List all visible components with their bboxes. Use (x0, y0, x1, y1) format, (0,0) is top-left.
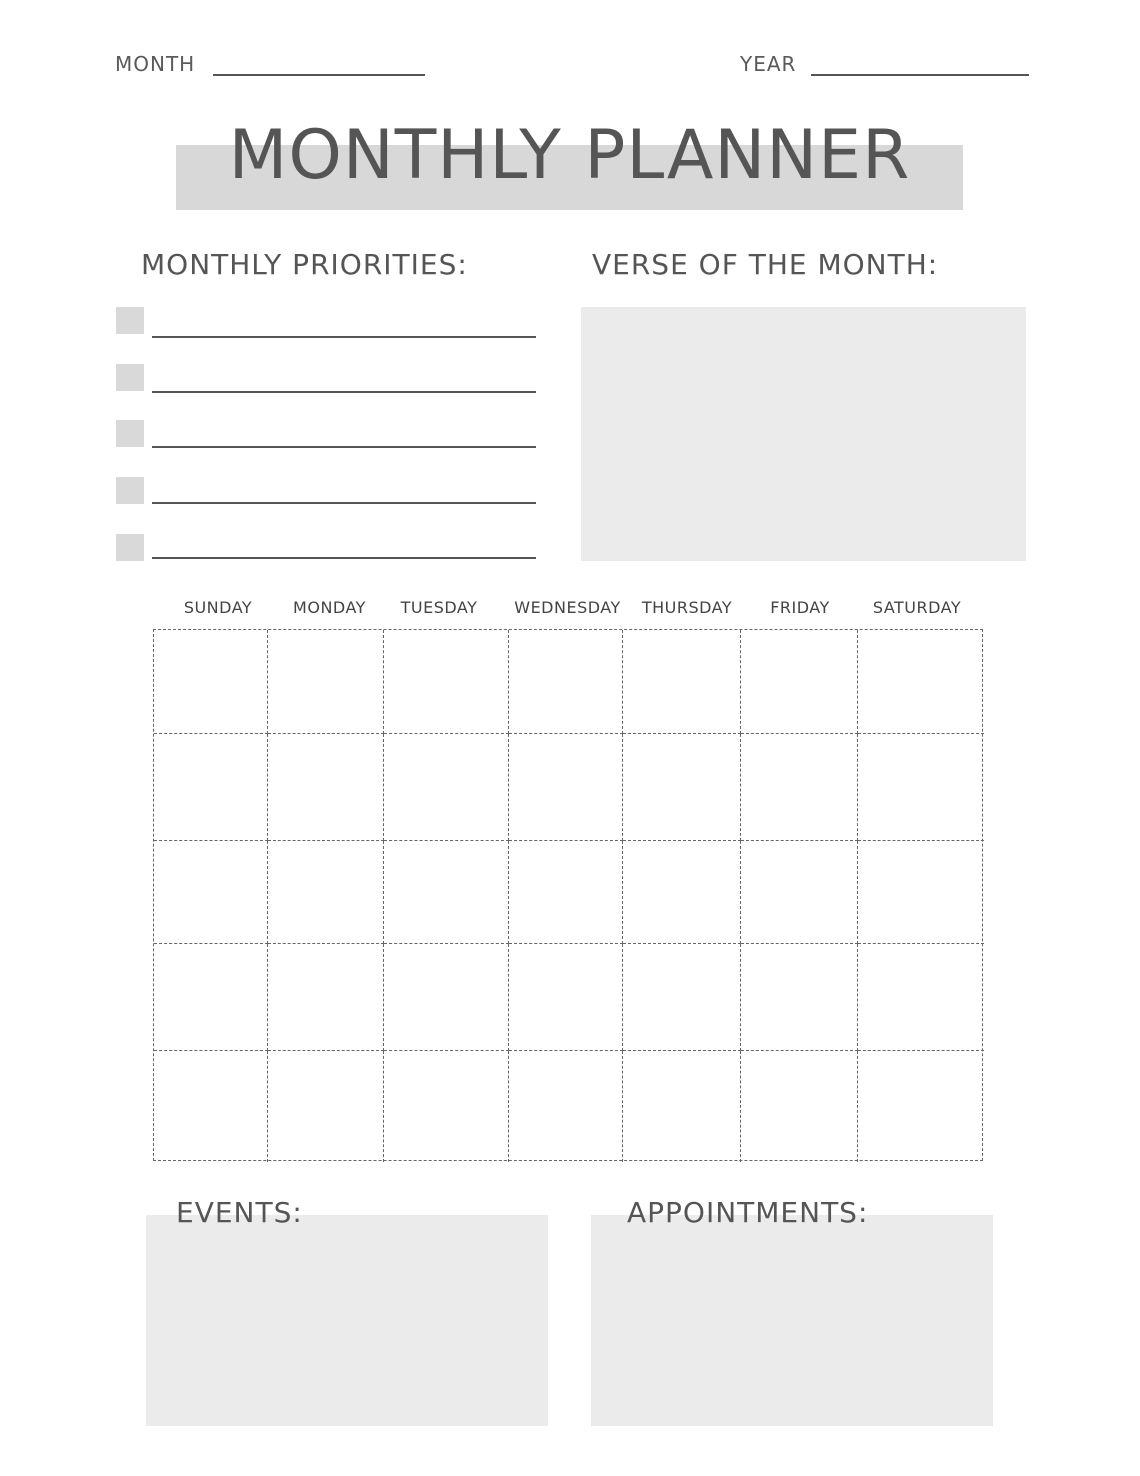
calendar-cell[interactable] (623, 1051, 741, 1162)
calendar-cell[interactable] (384, 734, 509, 841)
priority-checkbox[interactable] (116, 364, 144, 391)
calendar-cell[interactable] (741, 630, 858, 734)
year-field-line[interactable] (811, 74, 1029, 76)
calendar-cell[interactable] (384, 630, 509, 734)
month-field-line[interactable] (213, 74, 425, 76)
day-header-tuesday: TUESDAY (400, 598, 478, 617)
calendar-cell[interactable] (268, 630, 384, 734)
priority-line[interactable] (152, 391, 536, 393)
calendar-cell[interactable] (384, 1051, 509, 1162)
appointments-box[interactable] (591, 1215, 993, 1426)
calendar-cell[interactable] (154, 630, 268, 734)
appointments-heading: APPOINTMENTS: (627, 1196, 869, 1229)
calendar-cell[interactable] (623, 734, 741, 841)
verse-heading: VERSE OF THE MONTH: (592, 248, 939, 281)
calendar-cell[interactable] (268, 1051, 384, 1162)
year-label: YEAR (740, 52, 797, 76)
calendar-cell[interactable] (623, 630, 741, 734)
calendar-cell[interactable] (509, 944, 623, 1051)
events-heading: EVENTS: (176, 1196, 303, 1229)
day-header-saturday: SATURDAY (872, 598, 962, 617)
calendar-cell[interactable] (741, 841, 858, 944)
calendar-cell[interactable] (384, 944, 509, 1051)
calendar-cell[interactable] (268, 944, 384, 1051)
priority-line[interactable] (152, 336, 536, 338)
calendar-cell[interactable] (154, 1051, 268, 1162)
calendar-cell[interactable] (741, 734, 858, 841)
calendar-cell[interactable] (154, 944, 268, 1051)
month-label: MONTH (115, 52, 196, 76)
calendar-cell[interactable] (741, 944, 858, 1051)
calendar-cell[interactable] (858, 1051, 984, 1162)
calendar-cell[interactable] (509, 1051, 623, 1162)
calendar-cell[interactable] (154, 841, 268, 944)
day-header-monday: MONDAY (293, 598, 366, 617)
priority-checkbox[interactable] (116, 307, 144, 334)
day-header-thursday: THURSDAY (641, 598, 733, 617)
day-header-sunday: SUNDAY (183, 598, 253, 617)
calendar-cell[interactable] (858, 841, 984, 944)
calendar-cell[interactable] (509, 630, 623, 734)
calendar-cell[interactable] (623, 944, 741, 1051)
priority-line[interactable] (152, 502, 536, 504)
priority-checkbox[interactable] (116, 477, 144, 504)
calendar-cell[interactable] (741, 1051, 858, 1162)
day-header-wednesday: WEDNESDAY (514, 598, 621, 617)
priority-checkbox[interactable] (116, 420, 144, 447)
verse-box[interactable] (581, 307, 1026, 561)
calendar-grid (153, 629, 983, 1161)
calendar-cell[interactable] (623, 841, 741, 944)
calendar-cell[interactable] (509, 734, 623, 841)
priority-checkbox[interactable] (116, 534, 144, 561)
calendar-cell[interactable] (384, 841, 509, 944)
page-title: MONTHLY PLANNER (228, 116, 911, 195)
calendar-cell[interactable] (858, 734, 984, 841)
priority-line[interactable] (152, 446, 536, 448)
calendar-cell[interactable] (154, 734, 268, 841)
calendar-cell[interactable] (268, 734, 384, 841)
calendar-cell[interactable] (858, 944, 984, 1051)
calendar-cell[interactable] (268, 841, 384, 944)
priorities-heading: MONTHLY PRIORITIES: (141, 248, 468, 281)
day-header-friday: FRIDAY (770, 598, 830, 617)
priority-line[interactable] (152, 557, 536, 559)
events-box[interactable] (146, 1215, 548, 1426)
calendar-cell[interactable] (858, 630, 984, 734)
calendar-cell[interactable] (509, 841, 623, 944)
